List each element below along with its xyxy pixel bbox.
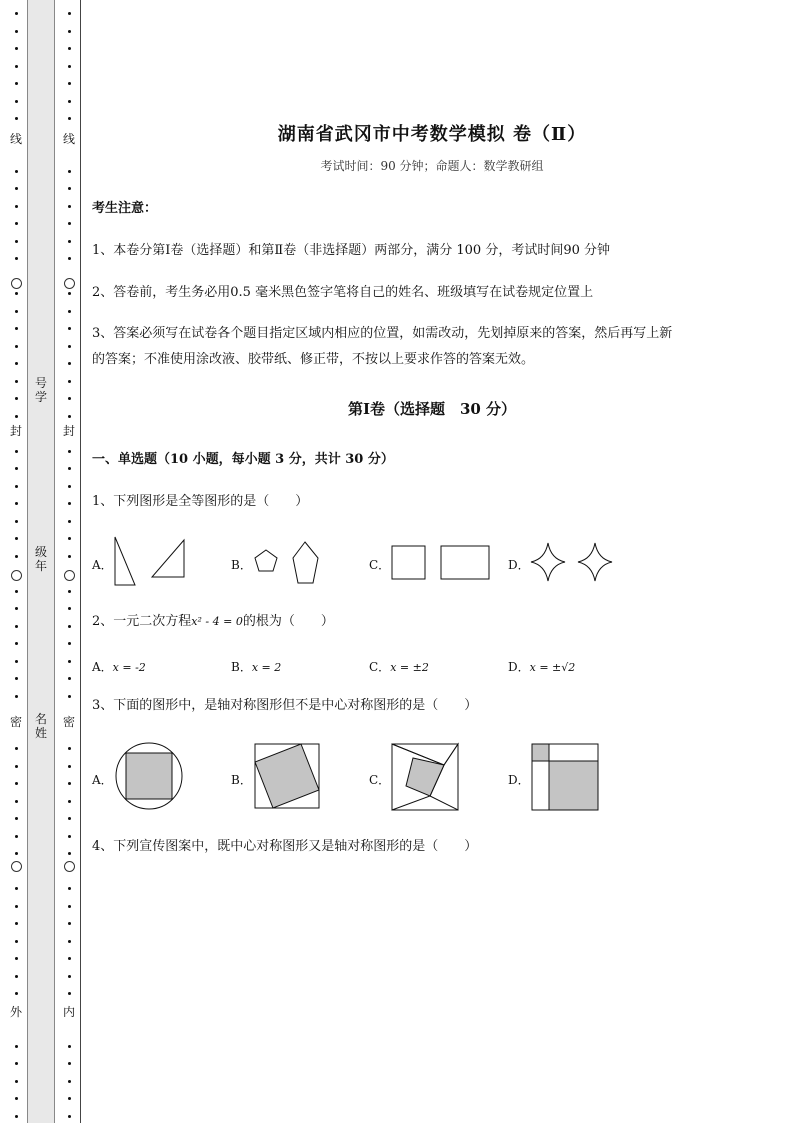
margin-dot [15,485,18,488]
q2-label-b: B． [231,660,252,674]
q1-figure-b [252,538,322,588]
page-title: 湖南省武冈市中考数学模拟 卷（Ⅱ） [277,124,587,145]
margin-dot [15,852,18,855]
margin-dot [68,240,71,243]
margin-circle [11,570,22,581]
margin-circle [64,278,75,289]
q3-label-b: B． [231,773,252,787]
margin-dot [68,607,71,610]
margin-circle [11,278,22,289]
margin-dot [68,817,71,820]
margin-dot [68,82,71,85]
margin-dot [15,397,18,400]
margin-circle [11,861,22,872]
margin-dot [68,852,71,855]
q2-option-d [508,658,575,675]
margin-dot [15,625,18,628]
margin-dot [15,520,18,523]
margin-dot [68,922,71,925]
margin-dot [15,205,18,208]
q2-stem-text: 2、一元二次方程 [92,614,192,629]
margin-dot [68,765,71,768]
margin-dot [68,905,71,908]
margin-dot [15,65,18,68]
margin-dot [68,205,71,208]
margin-dot [15,82,18,85]
right-label-line: 线 [62,132,75,146]
q4-stem: 4、下列宣传图案中，既中心对称图形又是轴对称图形的是（ ） [92,839,478,854]
q1-label-b: B． [231,558,252,572]
q2-option-a [92,658,146,675]
margin-dot [15,30,18,33]
margin-dot [68,1045,71,1048]
margin-dot [68,695,71,698]
margin-dot [15,327,18,330]
notice-item-1: 1、本卷分第Ⅰ卷（选择题）和第Ⅱ卷（非选择题）两部分，满分 100 分，考试时间90 分钟 [92,243,610,258]
margin-dot [68,257,71,260]
margin-dot [15,310,18,313]
q2-answer-a: x = -2 [112,661,146,674]
margin-dot [68,327,71,330]
margin-dot [68,1097,71,1100]
binding-margin [0,0,82,1123]
left-label-outer: 外 [9,1005,22,1019]
margin-dot [68,835,71,838]
q1-label-d: D． [508,558,530,572]
margin-dot [68,415,71,418]
margin-dot [15,905,18,908]
margin-dot [68,590,71,593]
margin-dot [68,677,71,680]
margin-dot [68,30,71,33]
margin-dot [68,747,71,750]
margin-dot [15,1115,18,1118]
margin-dot [68,170,71,173]
margin-circle [64,570,75,581]
margin-dot [15,1097,18,1100]
q2-label-a: A． [92,660,113,674]
margin-dot [15,765,18,768]
margin-dot [68,450,71,453]
margin-dot [15,747,18,750]
margin-dot [15,47,18,50]
margin-dot [15,362,18,365]
q2-equation: x² - 4 = 0 [191,615,243,628]
margin-dot [15,1062,18,1065]
margin-dot [15,922,18,925]
margin-dot [68,310,71,313]
margin-dot [68,467,71,470]
q3-label-a: A． [92,773,113,787]
margin-dot [15,992,18,995]
margin-dot [15,817,18,820]
left-label-line: 线 [9,132,22,146]
margin-dot [68,975,71,978]
right-label-seal: 封 [62,424,75,438]
margin-dot [68,782,71,785]
margin-dot [68,187,71,190]
margin-dot [68,800,71,803]
q1-figure-d [528,540,618,586]
notice-item-3: 3、答案必须写在试卷各个题目指定区域内相应的位置，如需改动，先划掉原来的答案，然后再写上新 [92,326,673,341]
q2-answer-c: x = ±2 [390,661,429,674]
q2-label-c: C． [369,660,391,674]
margin-dot [15,642,18,645]
q2-option-b [231,658,281,675]
margin-dot [68,625,71,628]
q2-stem-tail: 的根为（ ） [242,614,334,629]
margin-dot [68,380,71,383]
right-label-inner: 内 [62,1005,75,1019]
margin-dot [68,65,71,68]
margin-dot [15,240,18,243]
q2-answer-d: x = ±√2 [529,661,576,674]
q3-figure-b [253,742,323,812]
margin-dot [15,887,18,890]
margin-dot [15,222,18,225]
margin-dot [68,117,71,120]
q1-label-a: A． [92,558,113,572]
q2-label-d: D． [508,660,530,674]
margin-dot [68,345,71,348]
q1-figure-a [112,535,192,590]
margin-dot [15,502,18,505]
q3-figure-d [530,742,602,812]
margin-dot [68,1115,71,1118]
margin-dot [15,677,18,680]
part-heading: 一、单选题（10 小题，每小题 3 分，共计 30 分） [92,452,394,467]
margin-dot [15,782,18,785]
q2-answer-b: x = 2 [251,661,282,674]
notice-item-3-cont: 的答案；不准使用涂改液、胶带纸、修正带，不按以上要求作答的答案无效。 [92,352,535,367]
section-title: 第Ⅰ卷（选择题 30 分） [347,400,517,418]
margin-dot [15,415,18,418]
margin-dot [15,467,18,470]
left-label-secret: 密 [9,715,22,729]
q3-label-d: D． [508,773,530,787]
margin-dot [15,450,18,453]
notice-heading: 考生注意： [92,201,158,216]
margin-dot [68,992,71,995]
margin-dot [15,660,18,663]
margin-dot [68,222,71,225]
margin-dot [15,800,18,803]
margin-dot [15,292,18,295]
margin-dot [15,170,18,173]
margin-dot [68,555,71,558]
margin-dot [68,47,71,50]
margin-dot [15,607,18,610]
margin-dot [15,1045,18,1048]
left-label-seal: 封 [9,424,22,438]
q1-label-c: C． [369,558,391,572]
margin-dot [68,660,71,663]
q1-figure-c [390,544,492,582]
margin-dot [68,1062,71,1065]
margin-dot [15,257,18,260]
margin-dot [68,362,71,365]
q2-option-c [369,658,429,675]
right-label-secret: 密 [62,715,75,729]
margin-dot [15,1080,18,1083]
margin-dot [68,1080,71,1083]
margin-dot [15,555,18,558]
field-student-number: 号学 [34,376,47,404]
margin-dot [68,502,71,505]
margin-dot [68,957,71,960]
field-name: 名姓 [34,712,47,740]
margin-dot [68,397,71,400]
margin-dot [15,957,18,960]
q2-stem [92,609,752,635]
margin-dot [15,380,18,383]
q3-figure-a [114,742,186,812]
margin-dot [15,345,18,348]
binding-line [80,0,81,1123]
margin-dot [15,117,18,120]
margin-dot [15,975,18,978]
margin-dot [68,485,71,488]
margin-dot [68,537,71,540]
field-grade: 级年 [34,545,47,573]
margin-dot [15,695,18,698]
margin-dot [68,642,71,645]
margin-dot [68,292,71,295]
margin-dot [68,940,71,943]
margin-dot [15,940,18,943]
margin-dot [15,12,18,15]
margin-dot [15,835,18,838]
margin-dot [68,887,71,890]
notice-item-2: 2、答卷前，考生务必用0.5 毫米黑色签字笔将自己的姓名、班级填写在试卷规定位置上 [92,285,594,300]
margin-dot [15,590,18,593]
margin-dot [15,187,18,190]
q1-stem: 1、下列图形是全等图形的是（ ） [92,494,309,509]
margin-circle [64,861,75,872]
margin-dot [15,537,18,540]
margin-dot [68,12,71,15]
q3-figure-c [390,742,462,812]
margin-dot [68,100,71,103]
margin-dot [15,100,18,103]
page-subtitle: 考试时间：90 分钟；命题人：数学教研组 [320,159,544,173]
q3-stem: 3、下面的图形中，是轴对称图形但不是中心对称图形的是（ ） [92,698,478,713]
q3-label-c: C． [369,773,391,787]
margin-dot [68,520,71,523]
